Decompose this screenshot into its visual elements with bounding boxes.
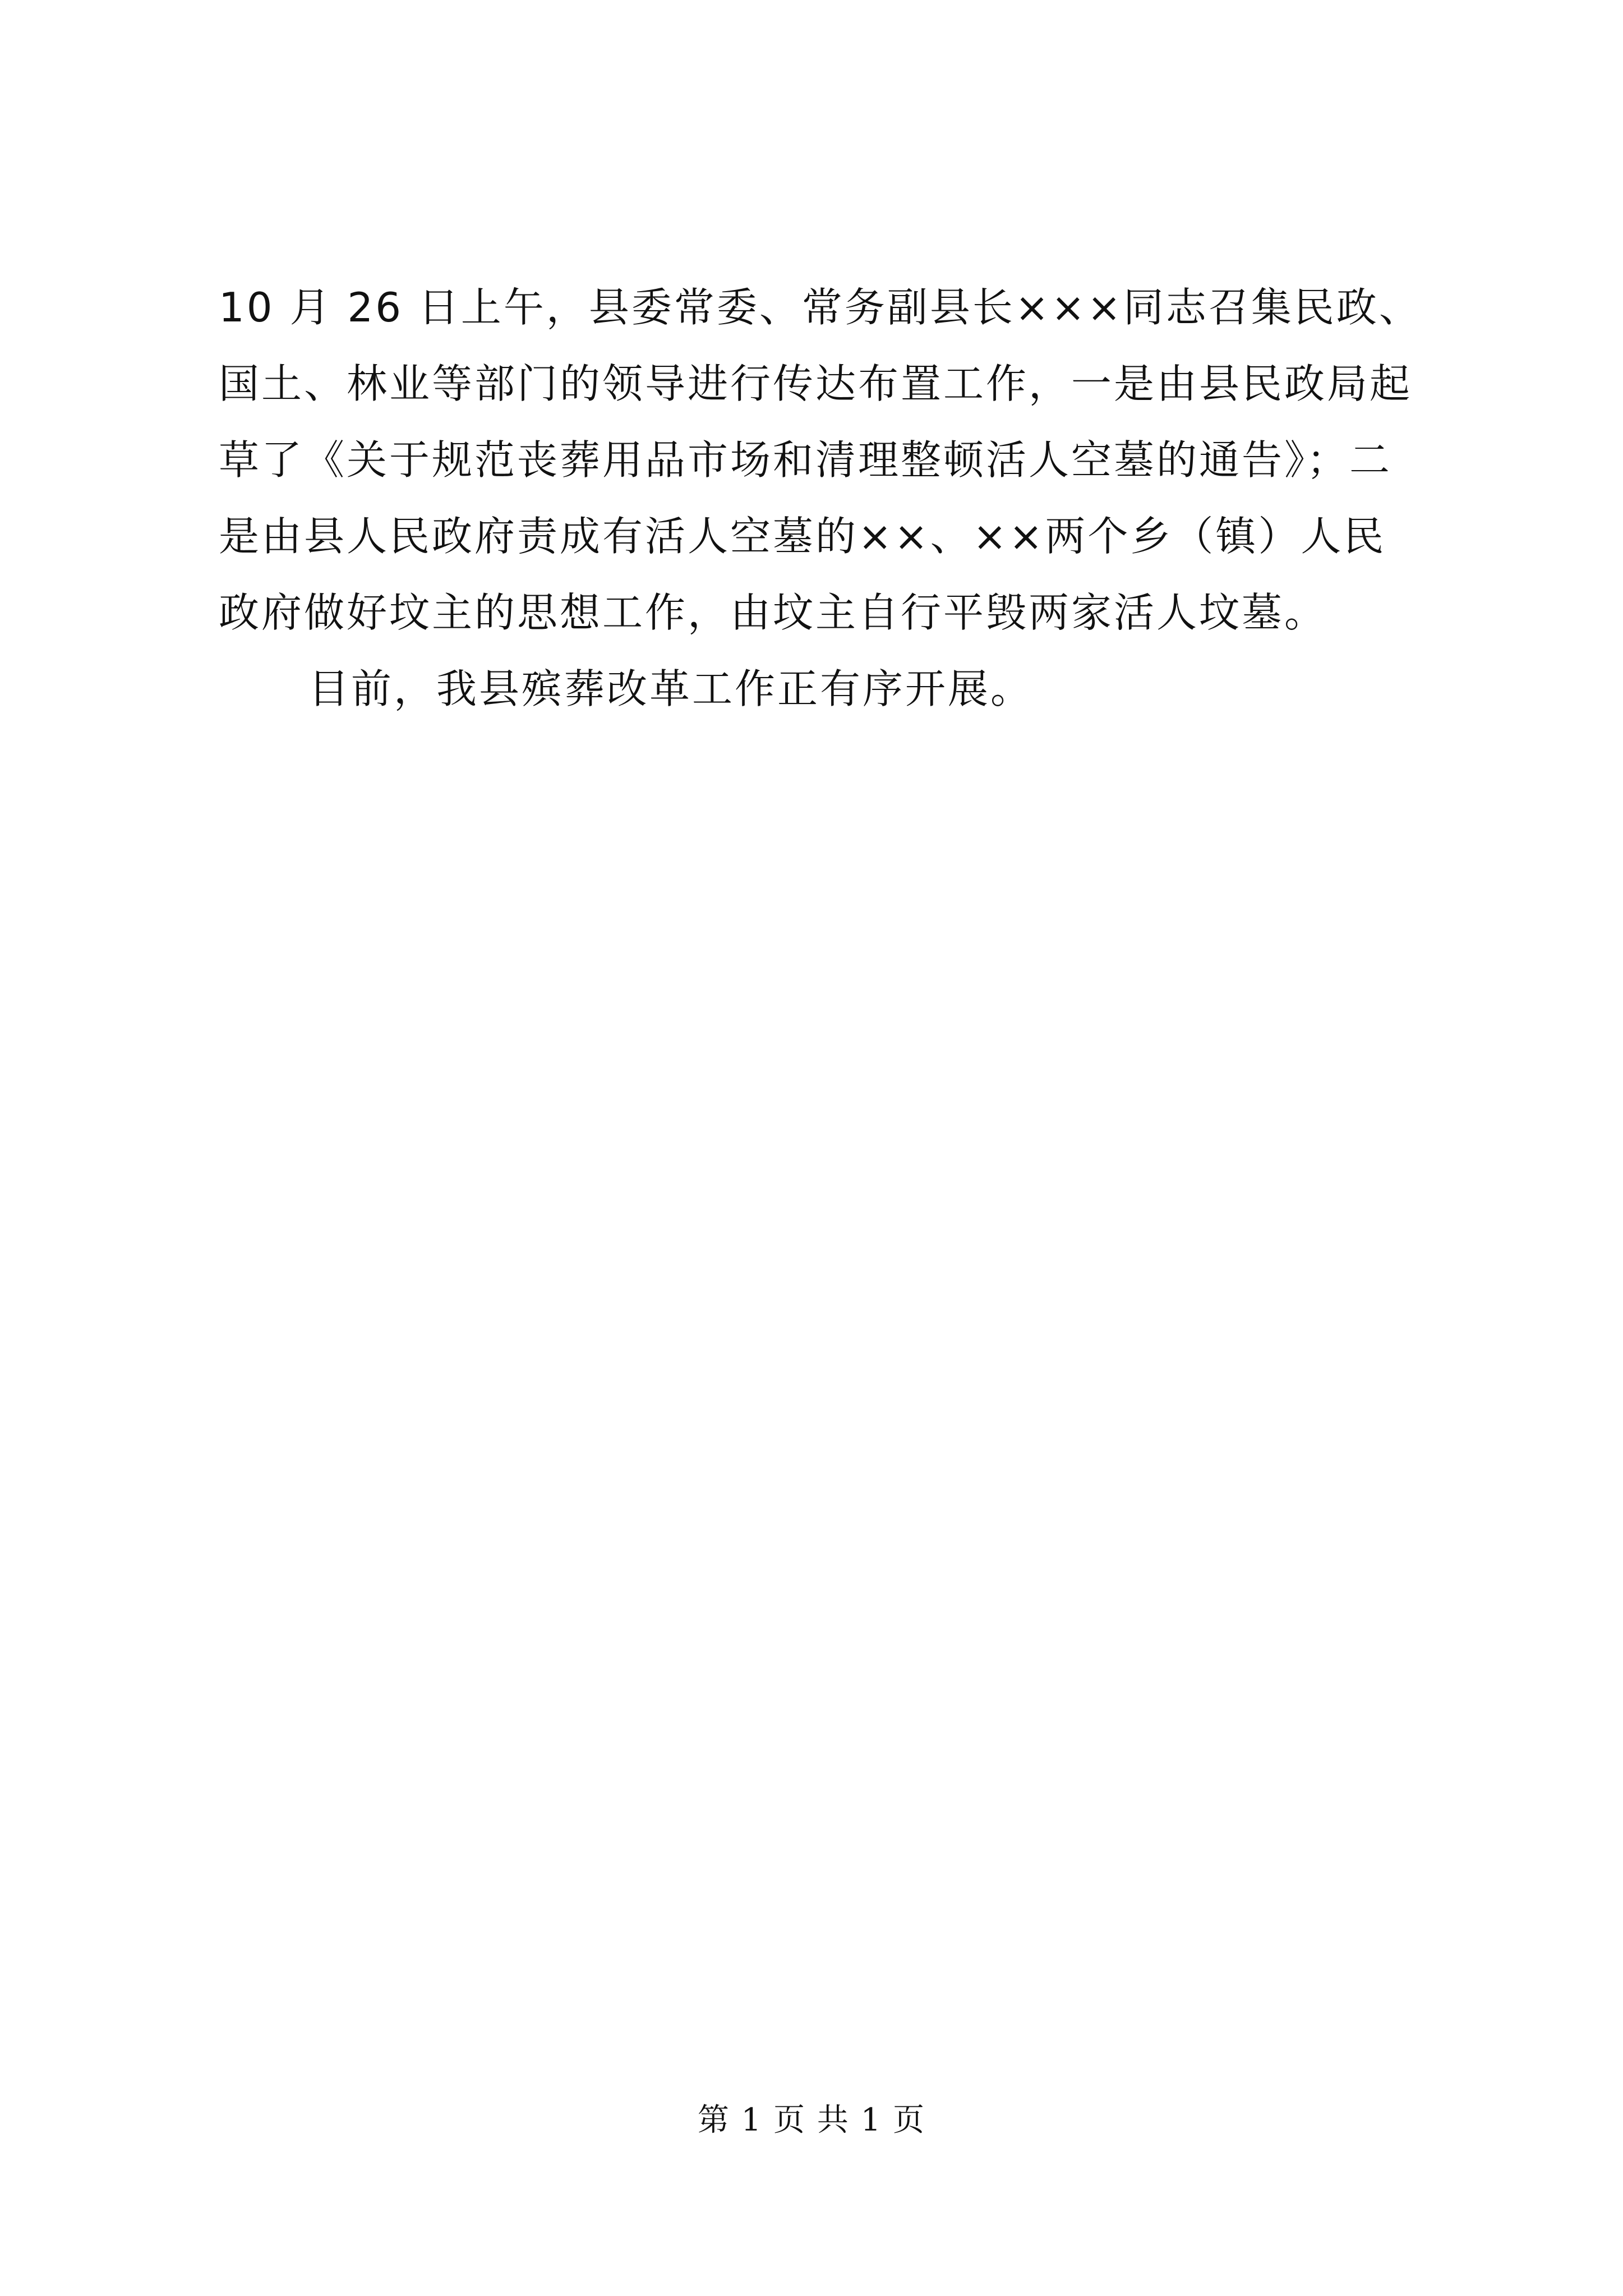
text-line: 10 月 26 日上午，县委常委、常务副县长×××同志召集民政、 bbox=[219, 284, 1422, 331]
text-line: 国土、林业等部门的领导进行传达布置工作，一是由县民政局起 bbox=[219, 360, 1413, 407]
text-line: 是由县人民政府责成有活人空墓的××、××两个乡（镇）人民 bbox=[219, 513, 1386, 560]
paragraph bbox=[219, 269, 1475, 651]
page-number-footer: 第 1 页 共 1 页 bbox=[697, 2102, 926, 2138]
text-line: 目前，我县殡葬改革工作正有序开展。 bbox=[308, 665, 1034, 712]
document-body bbox=[219, 269, 1475, 727]
text-line: 政府做好坟主的思想工作，由坟主自行平毁两家活人坟墓。 bbox=[219, 589, 1327, 636]
text-line: 草了《关于规范丧葬用品市场和清理整顿活人空墓的通告》；二 bbox=[219, 436, 1393, 484]
paragraph bbox=[219, 651, 1475, 727]
